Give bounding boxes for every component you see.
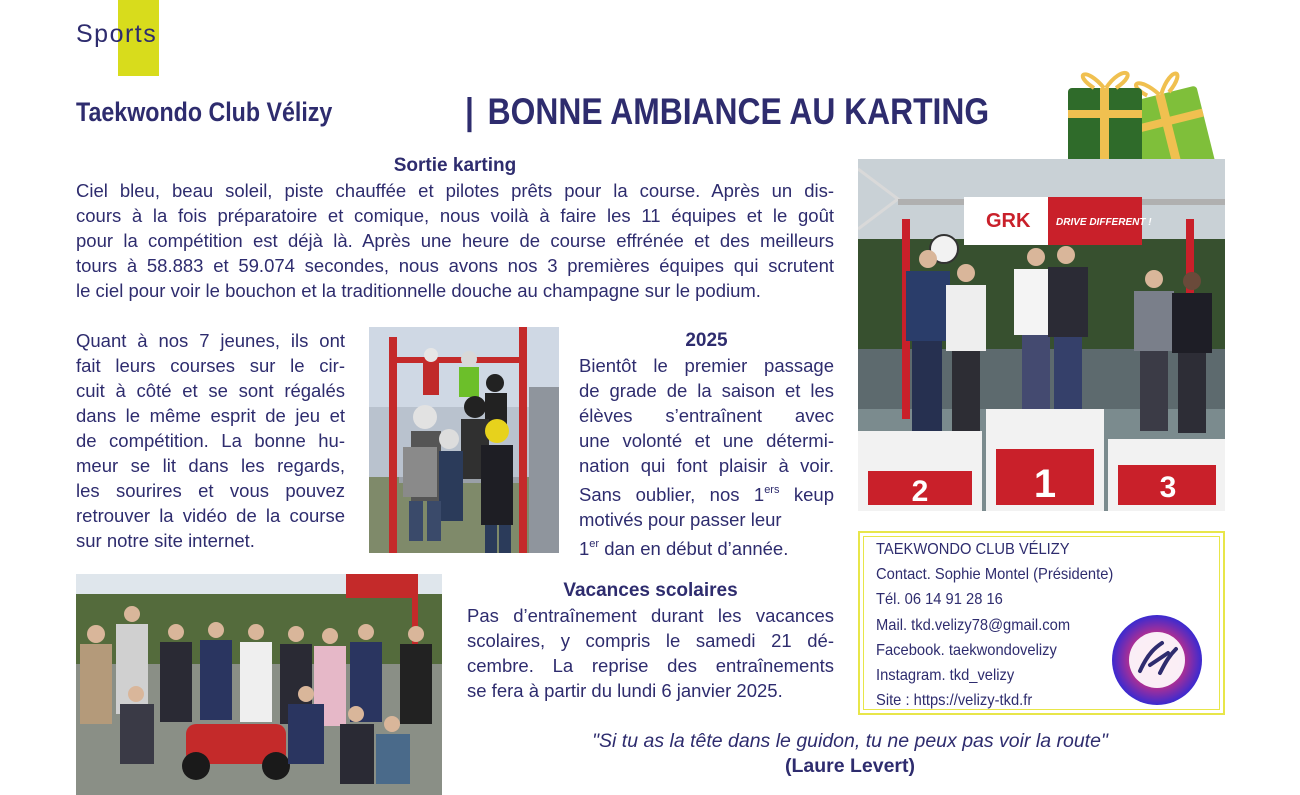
year-2025-line6-post: keup [779, 484, 834, 505]
headline [465, 91, 989, 133]
year-2025-line6-sup: ers [764, 484, 780, 496]
jeunes-line: retrouver la vidéo de la course [76, 505, 345, 526]
vacances-line: Pas d’entraînement durant les vacances [467, 605, 834, 626]
jeunes-line: sur notre site internet. [76, 530, 255, 551]
banner-slogan: DRIVE DIFFERENT ! [1056, 217, 1152, 228]
year-2025-line: une volonté et une détermi- [579, 430, 834, 451]
year-2025-paragraph [579, 353, 834, 561]
contact-title: TAEKWONDO CLUB VÉLIZY [876, 541, 1070, 558]
year-2025-line6-pre: Sans oublier, nos 1 [579, 484, 765, 505]
jeunes-line: de compétition. La bonne hu- [76, 430, 345, 451]
karting-line: le ciel pour voir le bouchon et la traditionnelle douche au champagne sur le podium. [76, 280, 761, 301]
jeunes-line: dans le même esprit de jeu et [76, 405, 345, 426]
jeunes-line: cuit à côté et se sont régalés [76, 380, 345, 401]
karting-line: pour la compétition est déjà là. Après une heure de course effrénée et des meilleurs [76, 230, 834, 251]
youth-group-photo [369, 327, 559, 553]
podium-step-3: 3 [1159, 471, 1177, 504]
jeunes-line: fait leurs courses sur le cir- [76, 355, 345, 376]
year-2025-line: motivés pour passer leur [579, 509, 782, 530]
contact-website: Site : https://velizy-tkd.fr [876, 692, 1033, 709]
jeunes-line: meur se lit dans les regards, [76, 455, 345, 476]
karting-subhead: Sortie karting [393, 155, 517, 176]
year-2025-line8-sup: er [589, 538, 600, 550]
vacances-line: se fera à partir du lundi 6 janvier 2025. [467, 680, 783, 701]
group-photo [76, 574, 442, 795]
contact-phone: Tél. 06 14 91 28 16 [876, 591, 1003, 608]
vacances-paragraph [467, 603, 834, 703]
banner-logo: GRK [986, 210, 1031, 232]
podium-step-1: 1 [1033, 462, 1057, 506]
vacances-line: cembre. La reprise des entraînements [467, 655, 834, 676]
year-2025-line [579, 532, 834, 561]
headline-separator: | [465, 91, 474, 132]
year-2025-line8-pre: 1 [579, 538, 590, 559]
headline-text: BONNE AMBIANCE AU KARTING [487, 91, 990, 132]
contact-facebook: Facebook. taekwondovelizy [876, 642, 1057, 659]
karting-line: cours à la fois préparatoire et comique, nous voilà à faire les 11 équipes et le goût [76, 205, 834, 226]
contact-email: Mail. tkd.velizy78@gmail.com [876, 617, 1071, 634]
jeunes-line: Quant à nos 7 jeunes, ils ont [76, 330, 345, 351]
year-2025-line8-post: dan en début d’année. [599, 538, 789, 559]
vacances-subhead: Vacances scolaires [563, 580, 738, 601]
contact-person: Contact. Sophie Montel (Présidente) [876, 566, 1114, 583]
club-name: Taekwondo Club Vélizy [76, 97, 333, 127]
podium-photo [858, 159, 1225, 511]
karting-paragraph [76, 178, 834, 303]
karting-line: tours à 58.883 et 59.074 secondes, nous avons nos 3 premières équipes qui scrutent [76, 255, 834, 276]
contact-box [858, 531, 1225, 715]
year-2025-line: nation qui font plaisir à voir. [579, 455, 834, 476]
year-2025-line: élèves s’entraînent avec [579, 405, 834, 426]
karting-line: Ciel bleu, beau soleil, piste chauffée et pilotes prêts pour la course. Après un dis- [76, 180, 834, 201]
club-logo-icon [1110, 613, 1204, 707]
quote-text: "Si tu as la tête dans le guidon, tu ne peux pas voir la route" [592, 730, 1108, 752]
year-2025-subhead: 2025 [685, 330, 728, 351]
year-2025-line: Bientôt le premier passage [579, 355, 834, 376]
quote-author: (Laure Levert) [784, 755, 916, 777]
contact-instagram: Instagram. tkd_velizy [876, 667, 1015, 684]
vacances-line: scolaires, y compris le samedi 21 dé- [467, 630, 834, 651]
section-label: Sports [76, 20, 158, 48]
jeunes-line: les sourires et vous pouvez [76, 480, 345, 501]
podium-step-2: 2 [911, 475, 929, 508]
year-2025-line [579, 478, 834, 507]
year-2025-line: de grade de la saison et les [579, 380, 834, 401]
jeunes-paragraph [76, 328, 345, 553]
